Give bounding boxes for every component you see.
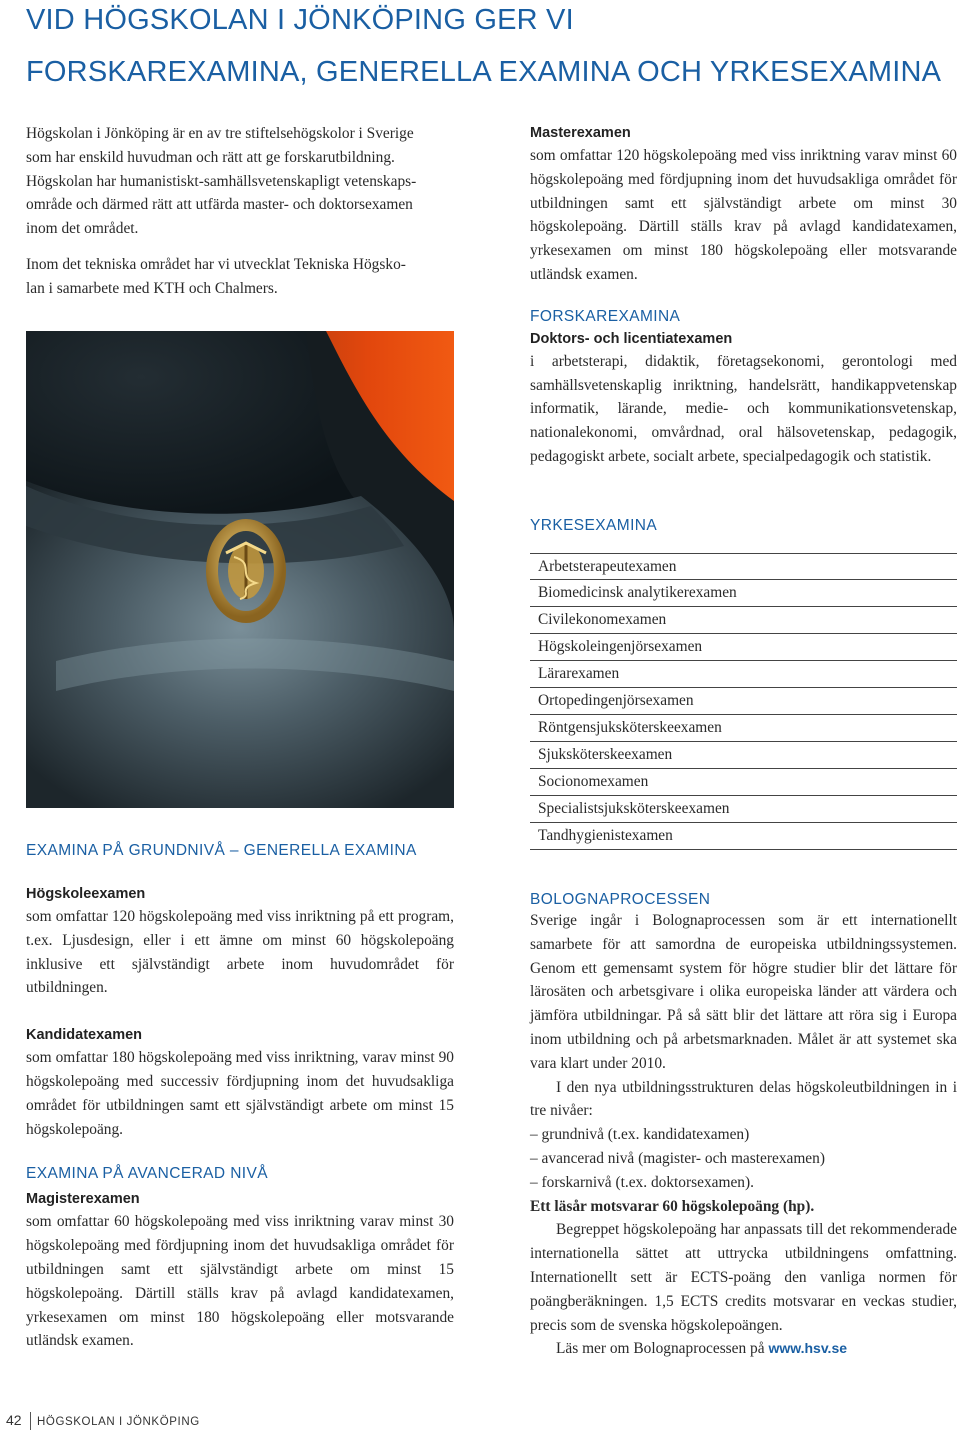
bologna-heading: BOLOGNAPROCESSEN	[530, 891, 711, 908]
footer-organization: HÖGSKOLAN I JÖNKÖPING	[37, 1416, 200, 1428]
list-item: Högskoleingenjörsexamen	[530, 634, 957, 661]
grundniva-section	[26, 842, 454, 1353]
forskarexamina-heading: FORSKAREXAMINA	[530, 307, 681, 325]
list-item: Civilekonomexamen	[530, 607, 957, 634]
hogskoleexamen-title: Högskoleexamen	[26, 886, 146, 902]
forskarexamina-text: i arbetsterapi, didaktik, företagsekonomi, gerontologi med samhällsvetenskaplig inriktning, handelsrätt, handikappvetenskap informatik, lärande, medie- och kommunikationsvetenskap, nationalekonomi, omvårdnad, oral hälsovetenskap, pedagogik, pedagogiskt arbete, socialt arbete, specialpedagogik och statistik.	[530, 352, 957, 465]
list-item: Tandhygienistexamen	[530, 823, 957, 850]
list-item: Biomedicinsk analytikerexamen	[530, 580, 957, 607]
yrkesexamina-section	[530, 517, 957, 850]
hat-with-emblem-photo	[26, 331, 454, 808]
kandidatexamen-text: som omfattar 180 högskolepoäng med viss inriktning, varav minst 90 högskolepoäng med successiv fördjupning inom det huvudsakliga området för utbildningen samt ett självständigt arbete om minst 15 högskolepoäng.	[26, 1049, 454, 1138]
hsv-link[interactable]: www.hsv.se	[768, 1340, 848, 1357]
level-item: – avancerad nivå (magister- och masterexamen)	[530, 1149, 825, 1167]
doktors-licentiat-title: Doktors- och licentiatexamen	[530, 330, 733, 347]
magisterexamen-title: Magisterexamen	[26, 1191, 140, 1208]
magisterexamen-text: som omfattar 60 högskolepoäng med viss inriktning varav minst 30 högskolepoäng med fördjupning inom det huvudsakliga området för utbildningen samt ett självständigt arbete om minst 15 högskolepoäng. Därtill ställs krav på avlagd kandidatexamen, yrkesexamen om minst 180 högskolepoäng eller motsvarande utländsk examen.	[26, 1213, 454, 1350]
avancerad-heading: EXAMINA PÅ AVANCERAD NIVÅ	[26, 1165, 268, 1183]
list-item: Arbetsterapeutexamen	[530, 553, 957, 580]
list-item: Sjuksköterskeexamen	[530, 742, 957, 769]
bologna-paragraph-3: Begreppet högskolepoäng har anpassats till det rekommenderade internationella sättet att uttrycka utbildningens omfattning. Internationellt sett är ECTS-poäng den vanliga normen för poängberäkningen. 1,5 ECTS credits motsvarar en veckas studier, precis som de svenska högskolepoängen.	[530, 1221, 957, 1334]
masterexamen-text: som omfattar 120 högskolepoäng med viss inriktning varav minst 60 högskolepoäng med fördjupning inom det huvudsakliga området för utbildningen samt ett självständigt arbete om minst 30 högskolepoäng. Därtill ställs krav på avlagd kandidatexamen, yrkesexamen om minst 180 högskolepoäng eller motsvarande utländsk examen.	[530, 147, 957, 283]
grundniva-heading: EXAMINA PÅ GRUNDNIVÅ – GENERELLA EXAMINA	[26, 842, 417, 859]
list-item: Lärarexamen	[530, 661, 957, 688]
yrkesexamina-heading: YRKESEXAMINA	[530, 517, 658, 534]
yrkesexamina-list	[530, 553, 957, 850]
list-item: Ortopedingenjörsexamen	[530, 688, 957, 715]
bologna-bold-line: Ett läsår motsvarar 60 högskolepoäng (hp).	[530, 1197, 815, 1215]
list-item: Röntgensjuksköterskeexamen	[530, 715, 957, 742]
masterexamen-title: Masterexamen	[530, 125, 631, 141]
kandidatexamen-title: Kandidatexamen	[26, 1027, 143, 1044]
footer-divider	[30, 1412, 31, 1430]
page-title-line1: VID HÖGSKOLAN I JÖNKÖPING GER VI	[26, 4, 574, 36]
list-item: Specialistsjuksköterskeexamen	[530, 796, 957, 823]
bologna-paragraph-2: I den nya utbildningsstrukturen delas högskoleutbildningen in i tre nivåer:	[530, 1078, 957, 1120]
level-item: – grundnivå (t.ex. kandidatexamen)	[530, 1126, 750, 1144]
level-item: – forskarnivå (t.ex. doktorsexamen).	[530, 1173, 754, 1191]
bologna-section	[530, 891, 957, 1361]
page-title-line2: FORSKAREXAMINA, GENERELLA EXAMINA OCH YRKESEXAMINA	[26, 56, 942, 88]
bologna-read-more: Läs mer om Bolognaprocessen på www.hsv.se	[556, 1340, 848, 1358]
intro-section	[26, 122, 454, 301]
hogskoleexamen-text: som omfattar 120 högskolepoäng med viss inriktning på ett program, t.ex. Ljusdesign, eller i ett ämne om minst 60 högskolepoäng inklusive ett självständigt arbete inom huvudområdet för utbildningen.	[26, 908, 454, 997]
intro-paragraph-1: Högskolan i Jönköping är en av tre stiftelsehögskolor i Sverige som har enskild huvudman och rätt att ge forskarutbildning. Högskolan har humanistiskt-samhällsvetenskapligt vetenskaps- område och därmed rätt att utfärda master- och doktorsexamen inom det området.	[26, 125, 417, 238]
list-item: Socionomexamen	[530, 769, 957, 796]
bologna-paragraph-1: Sverige ingår i Bolognaprocessen som är ett internationellt samarbete för att samordna de europeiska utbildningssystemen. Genom ett gemensamt system för högre studier blir det lättare för lärosäten och arbetsgivare i olika europeiska länder att värdera och jämföra utbildningar. På så sätt blir det lättare att röra sig i Europa inom utbildning och på arbetsmarknaden. Målet är att systemet ska vara klart under 2010.	[530, 912, 957, 1072]
page-footer	[0, 1412, 200, 1430]
intro-paragraph-2: Inom det tekniska området har vi utvecklat Tekniska Högsko- lan i samarbete med KTH och Chalmers.	[26, 255, 406, 297]
master-section	[530, 122, 957, 469]
page-number: 42	[6, 1412, 22, 1428]
